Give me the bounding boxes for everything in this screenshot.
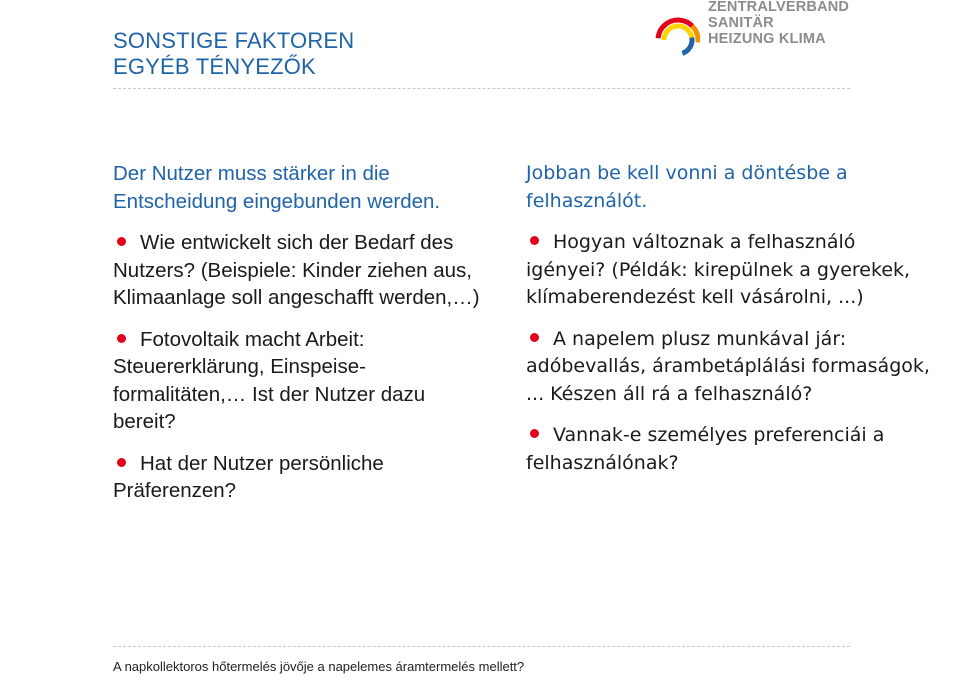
bullet-text: Hogyan változnak a felhasználó igényei? (Példák: kirepülnek a gyerekek, klímaberendezést kell vásárolni, ...) (526, 231, 911, 308)
logo-line-3: HEIZUNG KLIMA (708, 31, 826, 47)
footer-text: A napkollektoros hőtermelés jövője a napelemes áramtermelés mellett? (113, 659, 525, 674)
right-column-hungarian (526, 160, 936, 491)
bullet-dot-icon (117, 458, 126, 467)
bullet-text: A napelem plusz munkával jár: adóbevallás, árambetáplálási formaságok, ... Készen áll rá a felhasználó? (526, 327, 930, 405)
right-bullet-item (526, 422, 936, 477)
left-column-german (113, 160, 483, 519)
bullet-dot-icon (530, 333, 539, 342)
logo-line-1: ZENTRALVERBAND (708, 0, 850, 15)
left-bullet-item (113, 326, 483, 436)
logo-line-2: SANITÄR (708, 15, 774, 31)
bullet-text: Vannak-e személyes preferenciái a felhasználónak? (526, 424, 885, 474)
left-bullet-item (113, 450, 483, 505)
bullet-dot-icon (530, 236, 539, 245)
title-line-german: SONSTIGE FAKTOREN (113, 28, 355, 53)
right-lead-text: Jobban be kell vonni a döntésbe a felhasználót. (526, 162, 848, 212)
zvshk-logo (652, 0, 862, 70)
title-line-hungarian: EGYÉB TÉNYEZŐK (113, 54, 316, 79)
bullet-text: Fotovoltaik macht Arbeit: Steuererklärung, Einspeise-formalitäten,… Ist der Nutzer dazu bereit? (113, 327, 426, 433)
right-bullet-item (526, 326, 936, 409)
bullet-dot-icon (117, 334, 126, 343)
bullet-dot-icon (117, 237, 126, 246)
slide-title (113, 28, 354, 80)
logo-emblem-icon (652, 16, 700, 64)
logo-wordmark (708, 0, 849, 47)
bullet-text: Hat der Nutzer persönliche Präferenzen? (113, 451, 384, 502)
bullet-text: Wie entwickelt sich der Bedarf des Nutzers? (Beispiele: Kinder ziehen aus, Klimaanlage soll angeschafft werden,…) (113, 231, 480, 309)
left-lead-text: Der Nutzer muss stärker in die Entscheidung eingebunden werden. (113, 162, 441, 213)
right-bullet-item (526, 229, 936, 312)
header-divider (113, 88, 850, 89)
footer-divider (113, 646, 850, 647)
bullet-dot-icon (530, 429, 539, 438)
left-bullet-item (113, 229, 483, 312)
